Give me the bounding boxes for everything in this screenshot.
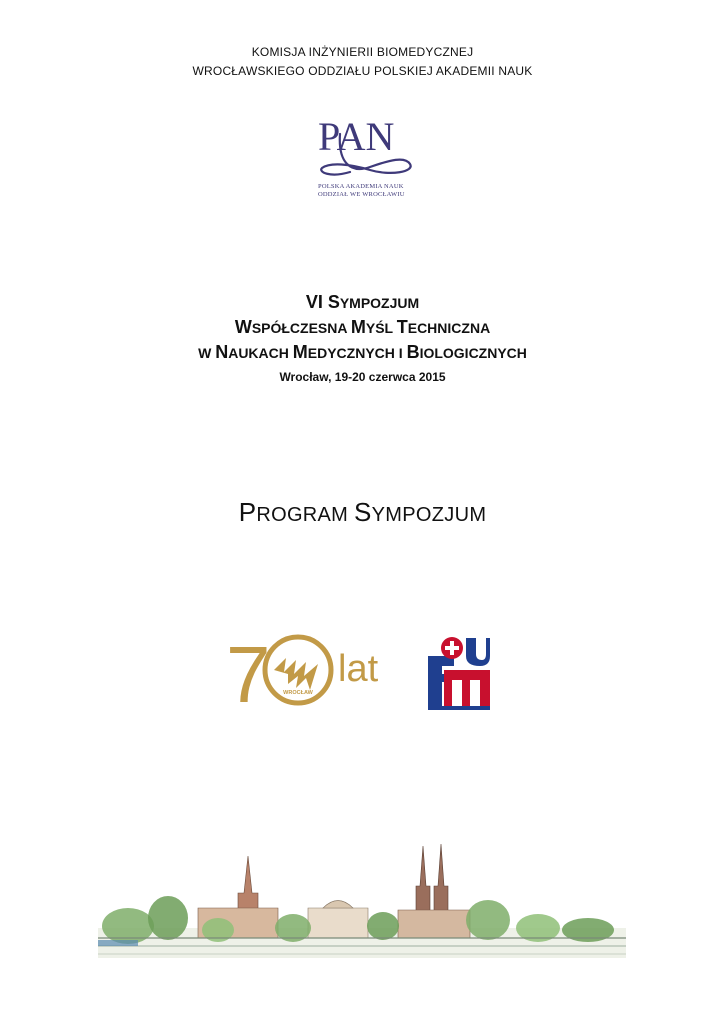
program-rest-2: YMPOZJUM [371,504,487,526]
title-3-rest-3: IOLOGICZNYCH [419,345,527,361]
title-line-3 [0,340,725,365]
logo70-lat: lat [338,648,379,690]
pan-subtitle-line-1: POLSKA AKADEMIA NAUK [318,183,404,190]
title-1-rest: YMPOZJUM [339,295,420,311]
program-cap-2: S [354,497,372,527]
title-2-rest-1: SPÓŁCZESNA [251,320,351,336]
program-heading [0,497,725,528]
title-2-rest-3: ECHNICZNA [407,320,491,336]
title-1-cap: VI S [305,292,340,312]
header-line-1: KOMISJA INŻYNIERII BIOMEDYCZNEJ [251,45,474,59]
symposium-title [0,290,725,365]
event-date: Wrocław, 19-20 czerwca 2015 [279,370,446,384]
title-3-rest-2: EDYCZNYCH I [307,345,407,361]
wroclaw-skyline-illustration [98,838,626,963]
header [0,43,725,81]
title-3-cap-2: M [292,342,308,362]
pan-acronym: PAN [318,114,395,159]
title-3-rest-1: AUKACH [228,345,293,361]
title-3-cap-1: N [215,342,229,362]
title-line-2 [0,315,725,340]
pan-subtitle-line-2: ODDZIAŁ WE WROCŁAWIU [318,191,405,198]
title-2-cap-2: M [350,317,366,337]
logo70-number: 7 [226,630,271,710]
title-line-1 [0,290,725,315]
title-3-rest-0: W [198,345,216,361]
logo70-emblem [274,658,318,690]
title-2-cap-3: T [396,317,408,337]
title-2-rest-2: YŚL [365,320,397,336]
fum-logo [428,634,490,710]
header-line-2: WROCŁAWSKIEGO ODDZIAŁU POLSKIEJ AKADEMII NAUK [192,64,533,78]
program-cap-1: P [238,497,257,527]
title-3-cap-3: B [406,342,420,362]
pan-subtitle [318,183,428,199]
logo70-caption: WROCŁAW [283,690,313,696]
title-2-cap-1: W [234,317,252,337]
program-rest-1: ROGRAM [256,504,355,526]
